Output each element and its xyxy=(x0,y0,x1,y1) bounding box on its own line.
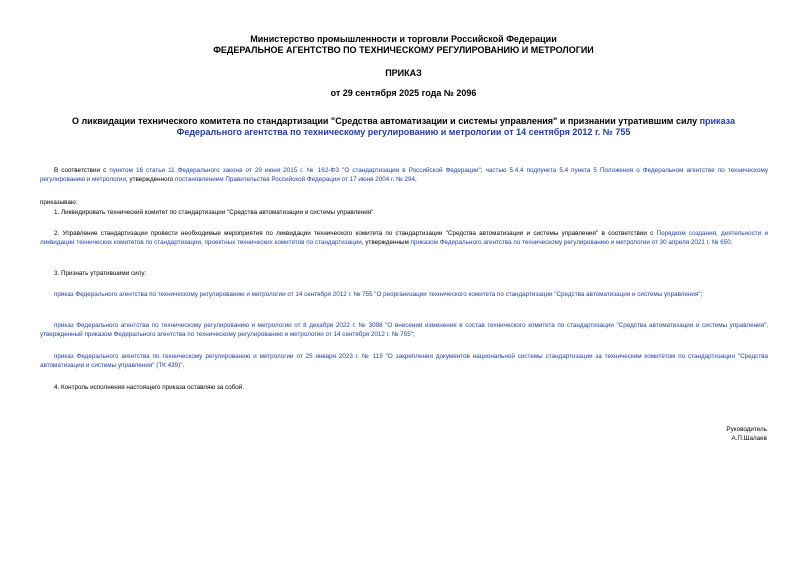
order-item-2 xyxy=(40,229,768,247)
repealed-link-119[interactable]: приказ Федерального агентства по техническому регулированию и метрологии от 25 января 2023 г. № 119 "О закреплении документов национальной системы стандартизации за техническим комитетом по стандартизации "Средства автоматизации и системы управления" (ТК 439)" xyxy=(40,353,768,369)
preamble-text-1: В соответствии с xyxy=(54,167,110,174)
item2-link-order-650[interactable]: приказом Федерального агентства по техническому регулированию и метрологии от 30 апреля 2021 г. № 650 xyxy=(410,239,731,246)
ministry-name: Министерство промышленности и торговли Российской Федерации xyxy=(250,34,557,44)
title-link[interactable]: приказа Федерального агентства по техническому регулированию и метрологии от 14 сентября 2012 г. № 755 xyxy=(176,116,736,137)
signatory-name: А.П.Шалаев xyxy=(731,435,767,442)
item2-text-2: , утвержденным xyxy=(361,239,411,246)
preamble-link-regulation[interactable]: частью 5.4.4 подпункта 5.4 пункта 5 Положения о Федеральном агентстве по техническому регулированию и метрологии xyxy=(40,167,769,183)
repealed-tail: ; xyxy=(700,291,703,298)
preamble-link-decree[interactable]: постановлением Правительства Российской Федерации от 17 июня 2004 г. № 294 xyxy=(175,176,416,183)
preamble-paragraph xyxy=(40,166,768,184)
order-item-1: 1. Ликвидировать технический комитет по стандартизации "Средства автоматизации и системы управления". xyxy=(54,209,376,216)
repealed-link-3098[interactable]: приказ Федерального агентства по техническому регулированию и метрологии от 8 декабря 2022 г. № 3098 "О внесении изменения в состав технического комитета по стандартизации "Средства автоматизации и системы управления", утвержденный приказом Федерального агентства по техническому регулированию и метрологии от 14 сентября 2012 г. № 755" xyxy=(40,322,768,338)
order-item-4: 4. Контроль исполнения настоящего приказа оставляю за собой. xyxy=(54,384,245,391)
repealed-item xyxy=(40,321,768,339)
preamble-text-3: , утвержденного xyxy=(125,176,176,183)
item2-link-procedure[interactable]: Порядком создания, деятельности и ликвидации технических комитетов по стандартизации, проектных технических комитетов по стандартизации xyxy=(40,230,768,246)
agency-name: ФЕДЕРАЛЬНОЕ АГЕНТСТВО ПО ТЕХНИЧЕСКОМУ РЕГУЛИРОВАНИЮ И МЕТРОЛОГИИ xyxy=(213,45,594,55)
item2-text-1: 2. Управление стандартизации провести необходимые мероприятия по ликвидации технического комитета по стандартизации "Средства автоматизации и системы управления" в соответствии с xyxy=(54,230,657,237)
repealed-item xyxy=(40,352,768,370)
order-item-3-label: 3. Признать утратившими силу: xyxy=(54,270,147,277)
signatory-role: Руководитель xyxy=(726,426,767,433)
document-title xyxy=(40,116,767,138)
repealed-item xyxy=(40,290,768,299)
preamble-link-law[interactable]: пунктом 16 статьи 11 Федерального закона от 29 июня 2015 г. № 162-ФЗ "О стандартизации в Российской Федерации" xyxy=(109,167,481,174)
document-type: ПРИКАЗ xyxy=(385,68,422,78)
preamble-text-4: , xyxy=(415,176,417,183)
item2-text-3: . xyxy=(730,239,733,246)
preamble-text-2: ; xyxy=(480,167,486,174)
repealed-link-755[interactable]: приказ Федерального агентства по техническому регулированию и метрологии от 14 сентября 2012 г. № 755 "О реорганизации технического комитета по стандартизации "Средства автоматизации и системы управления" xyxy=(54,291,701,298)
document-date-number: от 29 сентября 2025 года № 2096 xyxy=(330,88,477,98)
orders-label: приказываю: xyxy=(40,199,78,206)
title-text: О ликвидации технического комитета по стандартизации "Средства автоматизации и системы управления" и признании утратившим силу xyxy=(71,116,700,126)
repealed-tail: . xyxy=(182,362,185,369)
repealed-tail: ; xyxy=(412,331,415,338)
